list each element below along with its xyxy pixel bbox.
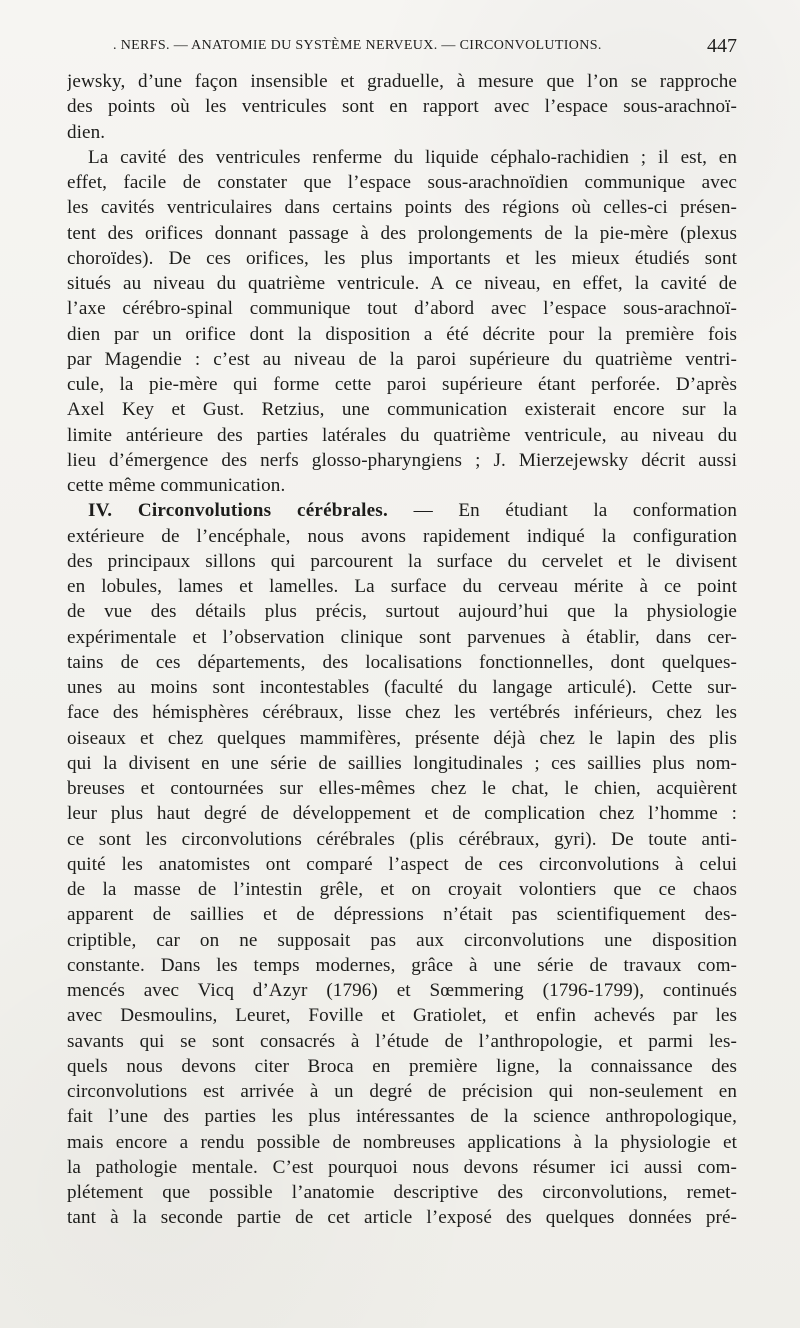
text-line: qui la divisent en une série de saillies longitudinales ; ces saillies plus nom- (67, 752, 737, 774)
paragraph-2 (67, 145, 737, 499)
text-line: situés au niveau du quatrième ventricule. A ce niveau, en effet, la cavité de (67, 273, 737, 294)
text-line: quels nous devons citer Broca en première ligne, la connaissance des (67, 1055, 737, 1077)
text-line: mencés avec Vicq d’Azyr (1796) et Sœmmering (1796-1799), continués (67, 980, 737, 1001)
text-line: Axel Key et Gust. Retzius, une communication existerait encore sur la (67, 399, 737, 421)
section-heading-text: — En étudiant la conformation (413, 500, 737, 522)
text-line: constante. Dans les temps modernes, grâce à une série de travaux com- (67, 954, 737, 976)
text-line: unes au moins sont incontestables (faculté du langage articulé). Cette sur- (67, 677, 737, 698)
text-line: cette même communication. (67, 475, 286, 496)
text-line: leur plus haut degré de développement et de complication chez l’homme : (67, 803, 737, 825)
text-line: limite antérieure des parties latérales du quatrième ventricule, au niveau du (67, 424, 737, 446)
text-line: apparent de saillies et de dépressions n’était pas scientifiquement des- (67, 904, 737, 926)
main-text (67, 69, 737, 1231)
text-line: criptible, car on ne supposait pas aux circonvolutions une disposition (67, 929, 737, 951)
text-line: choroïdes). De ces orifices, les plus importants et les mieux étudiés sont (67, 247, 737, 269)
text-line: La cavité des ventricules renferme du liquide céphalo-rachidien ; il est, en (88, 146, 737, 168)
text-line: breuses et contournées sur elles-mêmes chez le chat, le chien, acquièrent (67, 778, 737, 799)
text-line: des principaux sillons qui parcourent la surface du cervelet et le divisent (67, 550, 737, 572)
text-line: lieu d’émergence des nerfs glosso-pharyngiens ; J. Mierzejewsky décrit aussi (67, 449, 737, 471)
section-heading-line (67, 498, 737, 523)
text-line: des points où les ventricules sont en rapport avec l’espace sous-arachnoï- (67, 96, 737, 118)
text-line: extérieure de l’encéphale, nous avons rapidement indiqué la configuration (67, 525, 737, 547)
text-line: de vue des détails plus précis, surtout aujourd’hui que la physiologie (67, 601, 737, 623)
text-line: circonvolutions est arrivée à un degré de précision qui non-seulement en (67, 1081, 737, 1102)
text-line: oiseaux et chez quelques mammifères, présente déjà chez le lapin des plis (67, 727, 737, 749)
text-line: dien par un orifice dont la disposition a été décrite pour la première fois (67, 323, 737, 345)
text-line: cule, la pie-mère qui forme cette paroi supérieure étant perforée. D’après (67, 374, 737, 395)
paragraph-1 (67, 69, 737, 145)
text-line: tent des orifices donnant passage à des prolongements de la pie-mère (plexus (67, 222, 737, 244)
text-line: ce sont les circonvolutions cérébrales (plis cérébraux, gyri). De toute anti- (67, 828, 737, 850)
text-line: dien. (67, 121, 106, 143)
text-line: fait l’une des parties les plus intéressantes de la science anthropologique, (67, 1106, 737, 1128)
text-line: par Magendie : c’est au niveau de la paroi supérieure du quatrième ventri- (67, 348, 737, 370)
text-line: l’axe cérébro-spinal communique tout d’abord avec l’espace sous-arachnoï- (67, 298, 737, 320)
section-number: IV. (88, 500, 113, 522)
text-line: en lobules, lames et lamelles. La surface du cerveau mérite à ce point (67, 576, 737, 597)
text-line: tant à la seconde partie de cet article l’exposé des quelques données pré- (67, 1207, 737, 1229)
header-title: . NERFS. — ANATOMIE DU SYSTÈME NERVEUX. — CIRCONVOLUTIONS. (113, 38, 602, 53)
text-line: plétement que possible l’anatomie descriptive des circonvolutions, remet- (67, 1182, 737, 1203)
text-line: quité les anatomistes ont comparé l’aspect de ces circonvolutions à celui (67, 853, 737, 875)
section-title: Circonvolutions cérébrales. (137, 500, 388, 522)
text-line: les cavités ventriculaires dans certains points des régions où celles-ci présen- (67, 197, 737, 219)
running-header (113, 35, 737, 60)
text-line: face des hémisphères cérébraux, lisse chez les vertébrés inférieurs, chez les (67, 702, 737, 724)
text-line: savants qui se sont consacrés à l’étude de l’anthropologie, et parmi les- (67, 1030, 737, 1052)
page-number: 447 (707, 35, 737, 57)
text-line: expérimentale et l’observation clinique sont parvenues à établir, dans cer- (67, 626, 737, 648)
text-line: jewsky, d’une façon insensible et graduelle, à mesure que l’on se rapproche (67, 71, 737, 92)
text-line: avec Desmoulins, Leuret, Foville et Gratiolet, et enfin achevés par les (67, 1005, 737, 1027)
text-line: de la masse de l’intestin grêle, et on croyait volontiers que ce chaos (67, 879, 737, 900)
text-line: effet, facile de constater que l’espace sous-arachnoïdien communique avec (67, 172, 737, 193)
text-line: mais encore a rendu possible de nombreuses applications à la physiologie et (67, 1131, 737, 1153)
text-line: tains de ces départements, des localisations fonctionnelles, dont quelques- (67, 651, 737, 673)
paragraph-3 (67, 498, 737, 1230)
text-line: la pathologie mentale. C’est pourquoi nous devons résumer ici aussi com- (67, 1156, 737, 1178)
